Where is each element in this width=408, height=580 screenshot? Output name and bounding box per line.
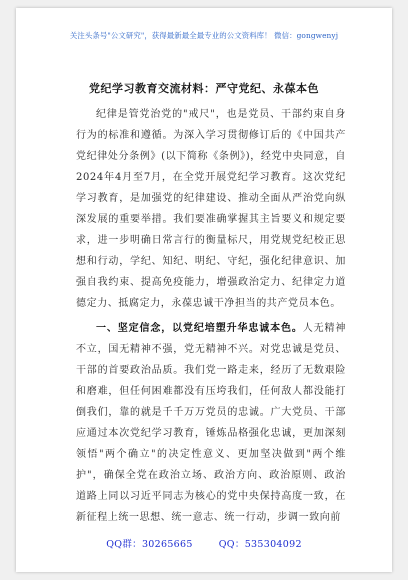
section-1-text: 人无精神不立，国无精神不强，党无精神不兴。对党忠诚是党员、干部的首要政治品质。我们党一路走来，经历了无数艰险和磨难，但任何困难都没有压垮我们，任何敌人都没能打倒我们，靠的就是千千万万党员的忠诚。广大党员、干部应通过本次党纪学习教育，锤炼品格强化忠诚，更加深刻领悟"两个确立"的决定性意义、更加坚决做到"两个维护"，确保全党在政治立场、政治方向、政治原则、政治道路上同以习近平同志为核心的党中央保持高度一致，在新征程上统一思想、统一意志、统一行动，步调一致向前 — [76, 323, 346, 523]
paragraph-intro-text: 纪律是管党治党的"戒尺"，也是党员、干部约束自身行为的标准和遵循。为深入学习贯彻修订后的《中国共产党纪律处分条例》(以下简称《条例》)，经党中央同意，自2024年4月至7月，在全党开展党纪学习教育。这次党纪学习教育，是加强党的纪律建设、推动全面从严治党向纵深发展的重要举措。我们要准确掌握其主旨要义和规定要求，进一步明确日常言行的衡量标尺，用党规党纪校正思想和行动，学纪、知纪、明纪、守纪，强化纪律意识、加强自我约束、提高免疫能力，增强政治定力、纪律定力道德定力、抵腐定力，永葆忠诚干净担当的共产党员本色。 — [76, 109, 346, 309]
document-title: 党纪学习教育交流材料：严守党纪、永葆本色 — [89, 82, 319, 95]
footer-contact — [16, 536, 392, 550]
footer-qq-group: QQ群：30265665 — [106, 539, 193, 550]
header-banner: 关注头条号"公文研究"，获得最新最全最专业的公文资料库！ 微信：gongwenyj — [69, 31, 339, 40]
section-1-heading: 一、坚定信念，以党纪培塑升华忠诚本色。 — [96, 323, 303, 334]
footer-qq: QQ：535304092 — [218, 539, 302, 550]
paragraph-intro — [76, 104, 346, 314]
document-body — [76, 104, 346, 528]
paragraph-section-1 — [76, 318, 346, 528]
document-page — [16, 8, 392, 572]
